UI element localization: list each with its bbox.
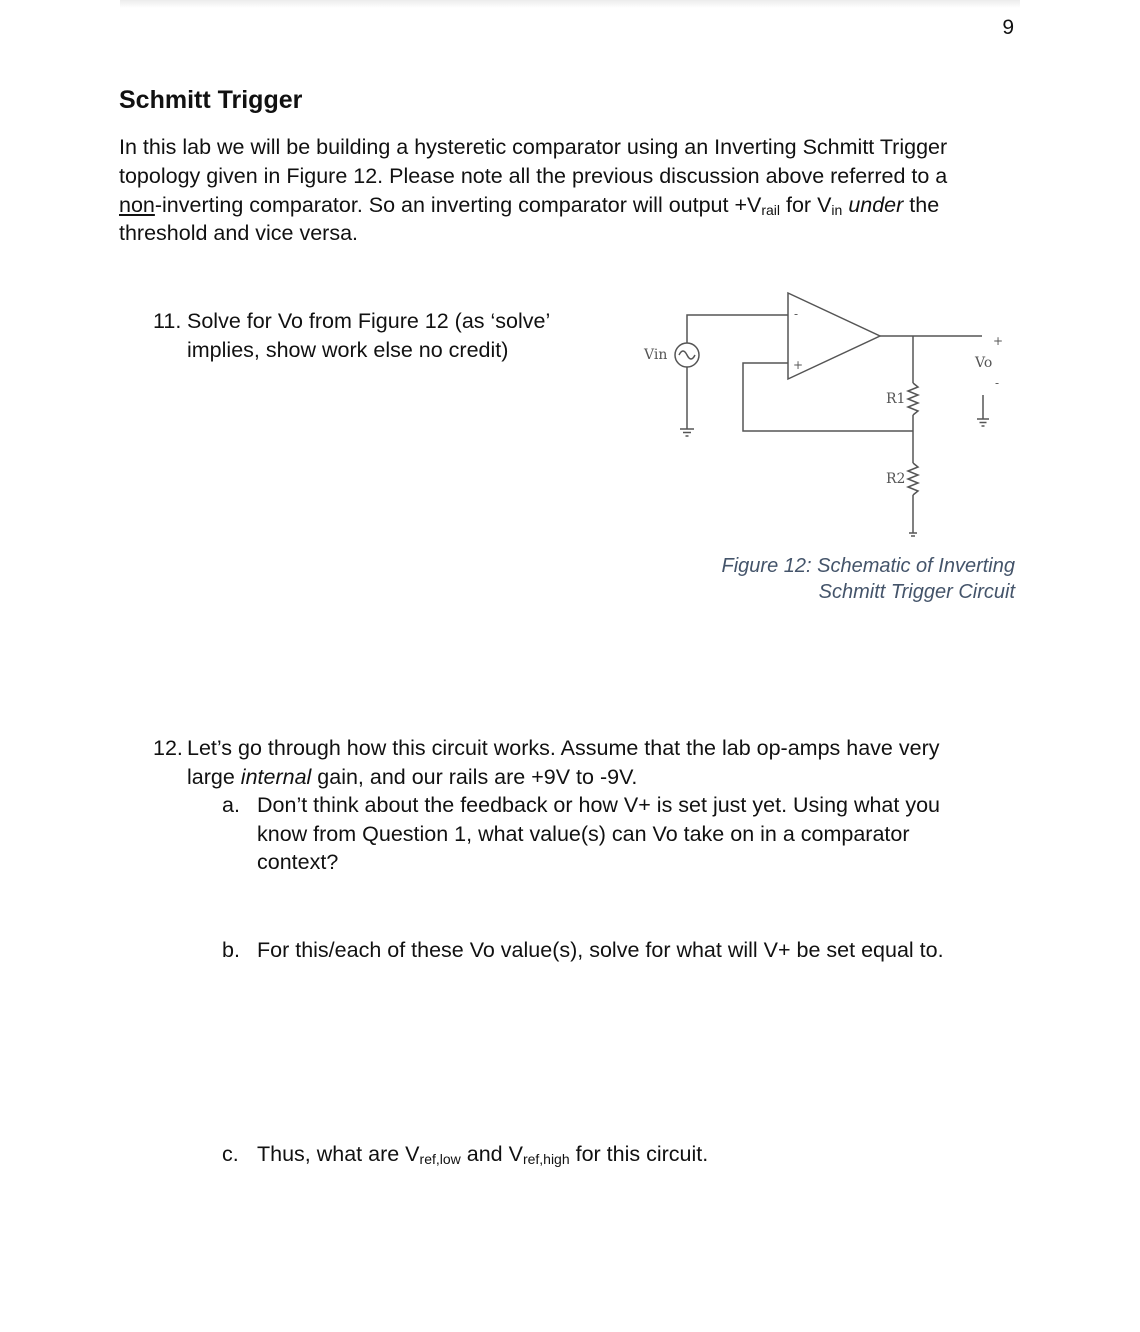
question-12c-text: Thus, what are $V_{ref,low}$ and $V_{ref,high}$ for this circuit. [257,1142,709,1167]
question-12-text: Let’s go through how this circuit works. Assume that the lab op-amps have very large internal gain, and our rails are +9V to -9V. [187,736,940,789]
schmitt-trigger-schematic [630,285,1010,547]
subscript-ref-high: ref,high [522,1151,570,1167]
figure-caption: Figure 12: Schematic of Inverting Schmitt Trigger Circuit [721,555,1015,603]
vin-label: Vin [644,347,668,363]
vo-minus-sign: - [995,376,1000,390]
intro-line-4: threshold and vice versa. [119,221,359,246]
inverting-input-sign: - [794,307,799,321]
r2-label: R2 [886,471,906,487]
inverting-input-wire [687,315,788,343]
r1-label: R1 [886,391,906,407]
section-title: Schmitt Trigger [119,86,303,114]
question-12a-text: Don’t think about the feedback or how V+ is set just yet. Using what you know from Question 1, what value(s) can Vo take on in a comparator context? [257,793,941,875]
subscript-ref-low: ref,low [419,1151,461,1167]
emphasis-internal: internal [240,764,312,789]
sine-wave-icon [679,351,695,359]
intro-line-1: In this lab we will be building a hysteretic comparator using an Inverting Schmitt Trigger [119,135,948,159]
underlined-non: non [119,192,155,217]
noninverting-input-sign: + [793,358,804,372]
question-12c-letter: c. [222,1142,239,1166]
vo-label: Vo [975,355,993,371]
page-number: 9 [1002,16,1014,39]
resistor-r1 [908,383,918,415]
question-12-number: 12. [153,736,183,760]
intro-paragraph [119,133,1019,248]
emphasis-under: under [848,192,904,217]
resistor-r2 [908,463,918,495]
question-12a-letter: a. [222,793,240,817]
subscript-rail: rail [761,201,781,218]
question-11-text: Solve for Vo from Figure 12 (as ‘solve’ implies, show work else no credit) [187,309,551,362]
intro-line-3: non-inverting comparator. So an inverting comparator will output $+V_{rail}$ for $V_{in}$ under the [119,192,940,218]
question-11-number: 11. [153,309,182,333]
vo-plus-sign: + [993,334,1004,348]
question-12b-letter: b. [222,938,240,962]
question-12b-text: For this/each of these Vo value(s), solve for what will V+ be set equal to. [257,938,944,962]
subscript-in: in [831,201,843,218]
page-top-edge [120,0,1020,8]
intro-line-2: topology given in Figure 12. Please note all the previous discussion above referred to a [119,163,948,188]
